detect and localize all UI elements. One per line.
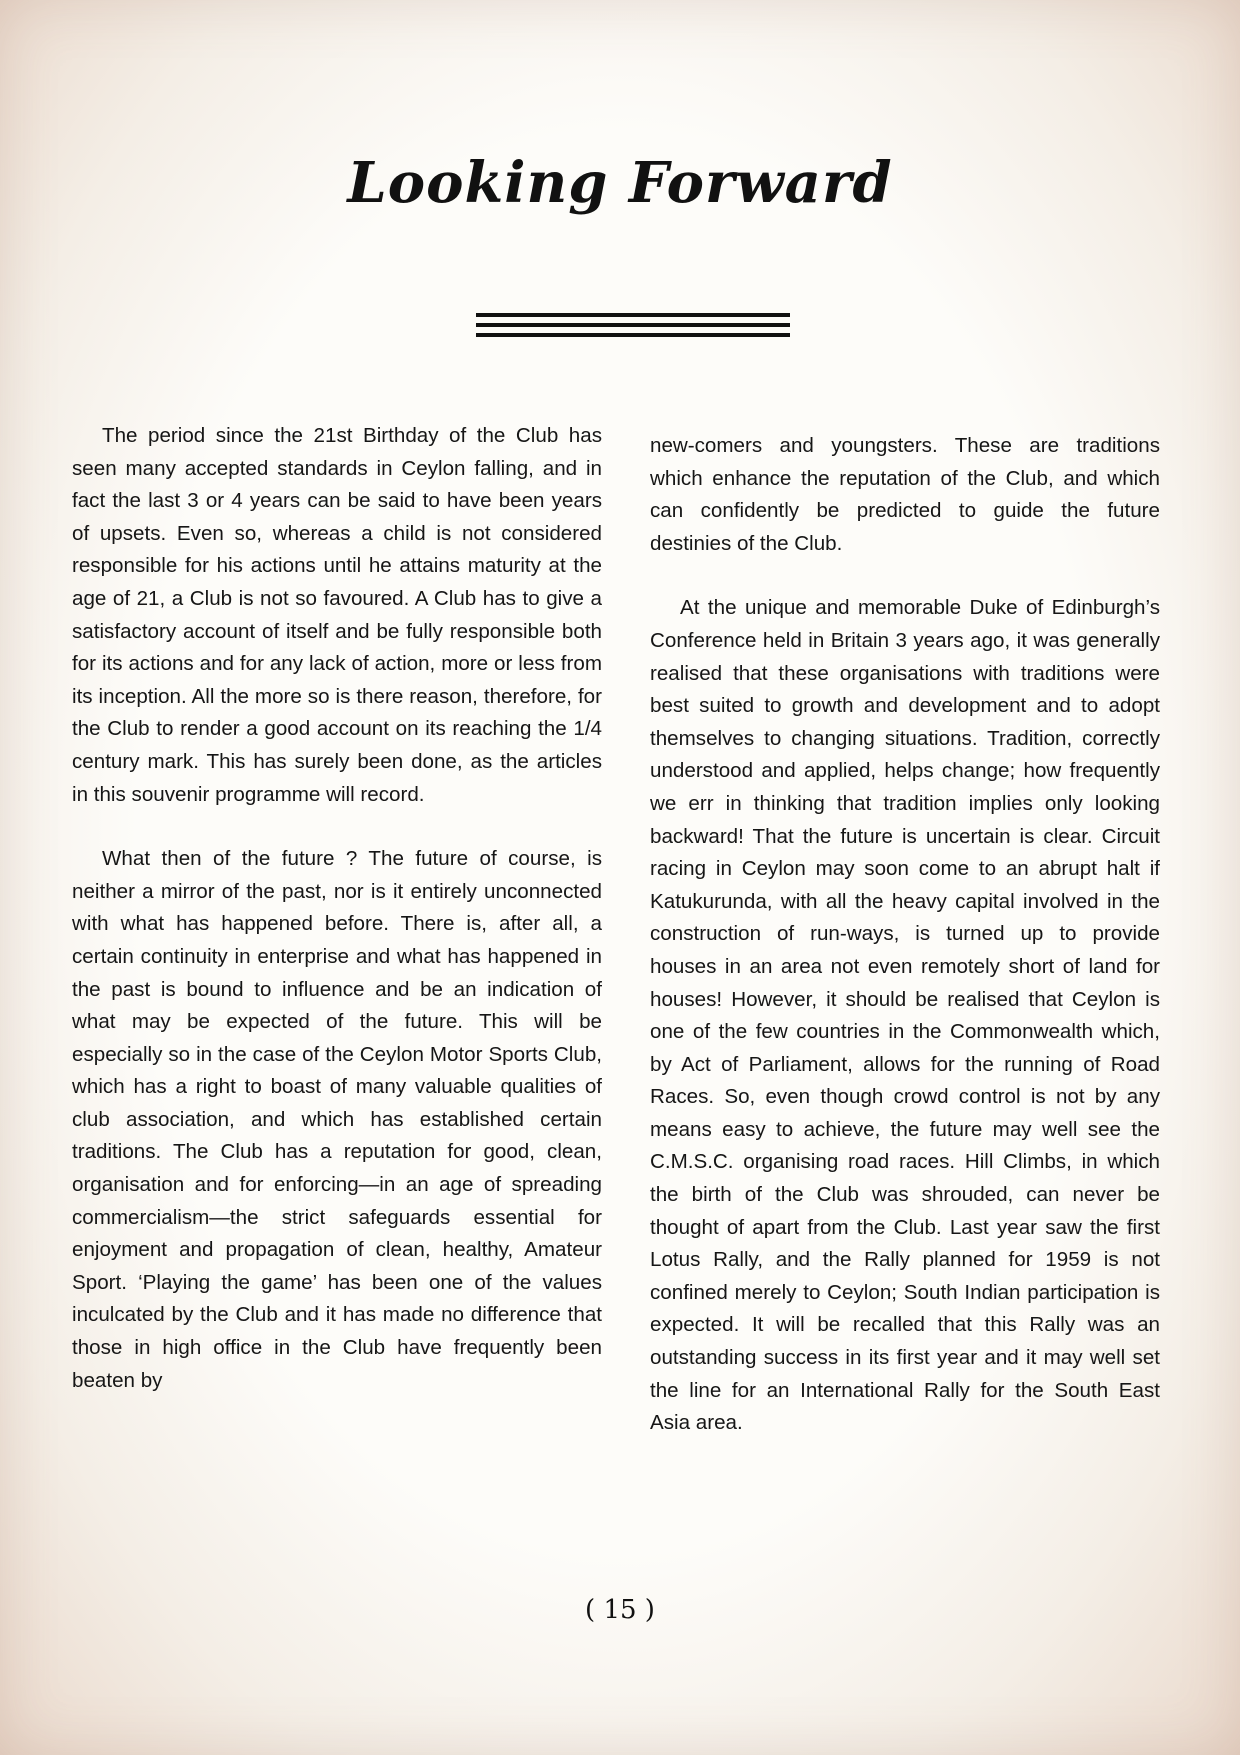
left-column bbox=[72, 420, 602, 1580]
right-paragraph-2: At the unique and memorable Duke of Edinburgh’s Conference held in Britain 3 years ago, it was generally realised that these organisations with traditions were best suited to growth and development and to adopt themselves to changing situations. Tradition, correctly understood and applied, helps change; how frequently we err in thinking that tradition implies only looking backward! That the future is uncertain is clear. Circuit racing in Ceylon may soon come to an abrupt halt if Katukurunda, with all the heavy capital involved in the construction of run-ways, is turned up to provide houses in an area not even remotely short of land for houses! However, it should be realised that Ceylon is one of the few countries in the Commonwealth which, by Act of Parliament, allows for the running of Road Races. So, even though crowd control is not by any means easy to achieve, the future may well see the C.M.S.C. organising road races. Hill Climbs, in which the birth of the Club was shrouded, can never be thought of apart from the Club. Last year saw the first Lotus Rally, and the Rally planned for 1959 is not confined merely to Ceylon; South Indian participation is expected. It will be recalled that this Rally was an outstanding success in its first year and it may well set the line for an International Rally for the South East Asia area. bbox=[650, 596, 1160, 1435]
title-rule-top bbox=[476, 313, 790, 317]
title-rule-middle bbox=[476, 323, 790, 327]
page-number: ( 15 ) bbox=[585, 1595, 655, 1625]
right-column bbox=[650, 430, 1160, 1590]
left-paragraph-2: What then of the future ? The future of course, is neither a mirror of the past, nor is it entirely unconnected with what has happened before. There is, after all, a certain continuity in enterprise and what has happened in the past is bound to influence and be an indication of what may be expected of the future. This will be especially so in the case of the Ceylon Motor Sports Club, which has a right to boast of many valuable qualities of club association, and which has established certain traditions. The Club has a reputation for good, clean, organisation and for enforcing—in an age of spreading commercialism—the strict safeguards essential for enjoyment and propagation of clean, healthy, Amateur Sport. ‘Playing the game’ has been one of the values inculcated by the Club and it has made no difference that those in high office in the Club have frequently been beaten by bbox=[72, 847, 602, 1392]
title-rule-bottom bbox=[476, 333, 790, 337]
right-paragraph-1: new-comers and youngsters. These are traditions which enhance the reputation of the Club, and which can confidently be predicted to guide the future destinies of the Club. bbox=[650, 434, 1160, 555]
left-paragraph-1: The period since the 21st Birthday of the Club has seen many accepted standards in Ceylon falling, and in fact the last 3 or 4 years can be said to have been years of upsets. Even so, whereas a child is not considered responsible for his actions until he attains maturity at the age of 21, a Club is not so favoured. A Club has to give a satisfactory account of itself and be fully responsible both for its actions and for any lack of action, more or less from its inception. All the more so is there reason, therefore, for the Club to render a good account on its reaching the 1/4 century mark. This has surely been done, as the articles in this souvenir programme will record. bbox=[72, 424, 602, 806]
page-title: Looking Forward bbox=[347, 150, 893, 216]
